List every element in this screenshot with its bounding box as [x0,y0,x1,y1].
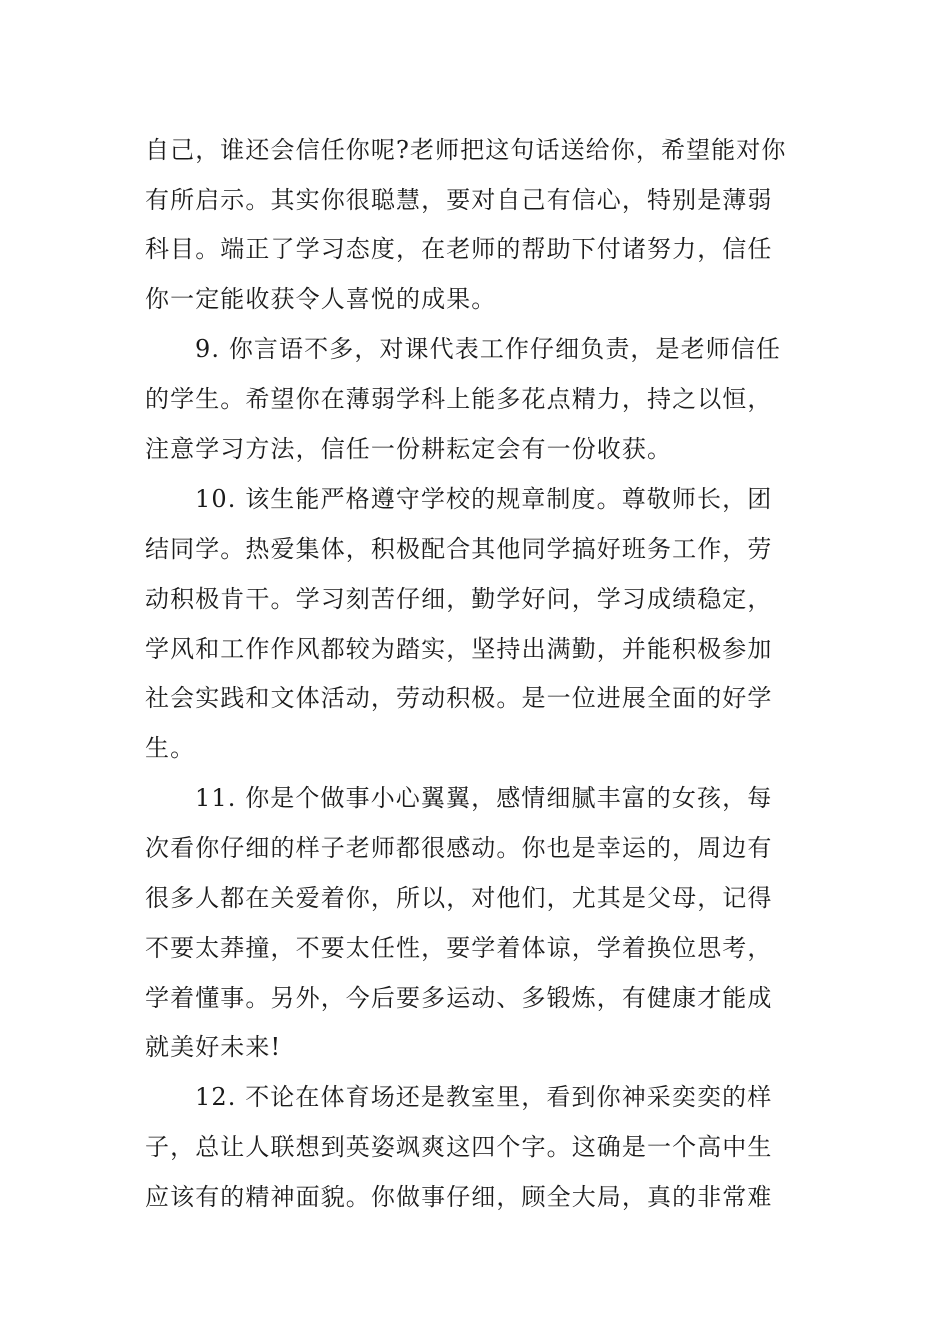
text-line: 就美好未来! [145,1033,282,1061]
text-line: 学风和工作作风都较为踏实，坚持出满勤，并能积极参加 [145,635,773,663]
text-line: 结同学。热爱集体，积极配合其他同学搞好班务工作，劳 [145,535,773,563]
text-line: 社会实践和文体活动，劳动积极。是一位进展全面的好学 [145,684,773,712]
text-line: 学着懂事。另外，今后要多运动、多锻炼，有健康才能成 [145,984,773,1012]
text-line: 次看你仔细的样子老师都很感动。你也是幸运的，周边有 [145,834,773,862]
text-line: 11. 你是个做事小心翼翼，感情细腻丰富的女孩，每 [195,784,773,812]
text-line: 有所启示。其实你很聪慧，要对自己有信心，特别是薄弱 [145,186,773,214]
text-line: 应该有的精神面貌。你做事仔细，顾全大局，真的非常难 [145,1183,773,1211]
text-line: 动积极肯干。学习刻苦仔细，勤学好问，学习成绩稳定， [145,585,773,613]
text-line: 自己，谁还会信任你呢?老师把这句话送给你，希望能对你 [145,136,787,164]
text-line: 注意学习方法，信任一份耕耘定会有一份收获。 [145,435,673,463]
text-line: 子，总让人联想到英姿飒爽这四个字。这确是一个高中生 [145,1133,773,1161]
text-line: 10. 该生能严格遵守学校的规章制度。尊敬师长，团 [195,485,773,513]
text-line: 9. 你言语不多，对课代表工作仔细负责，是老师信任 [195,335,782,363]
text-line: 你一定能收获令人喜悦的成果。 [145,285,497,313]
text-line: 很多人都在关爱着你，所以，对他们，尤其是父母，记得 [145,884,773,912]
text-line: 的学生。希望你在薄弱学科上能多花点精力，持之以恒， [145,385,773,413]
text-line: 科目。端正了学习态度，在老师的帮助下付诸努力，信任 [145,235,773,263]
text-line: 生。 [145,734,196,762]
text-line: 12. 不论在体育场还是教室里，看到你神采奕奕的样 [195,1083,773,1111]
text-line: 不要太莽撞，不要太任性，要学着体谅，学着换位思考， [145,934,773,962]
